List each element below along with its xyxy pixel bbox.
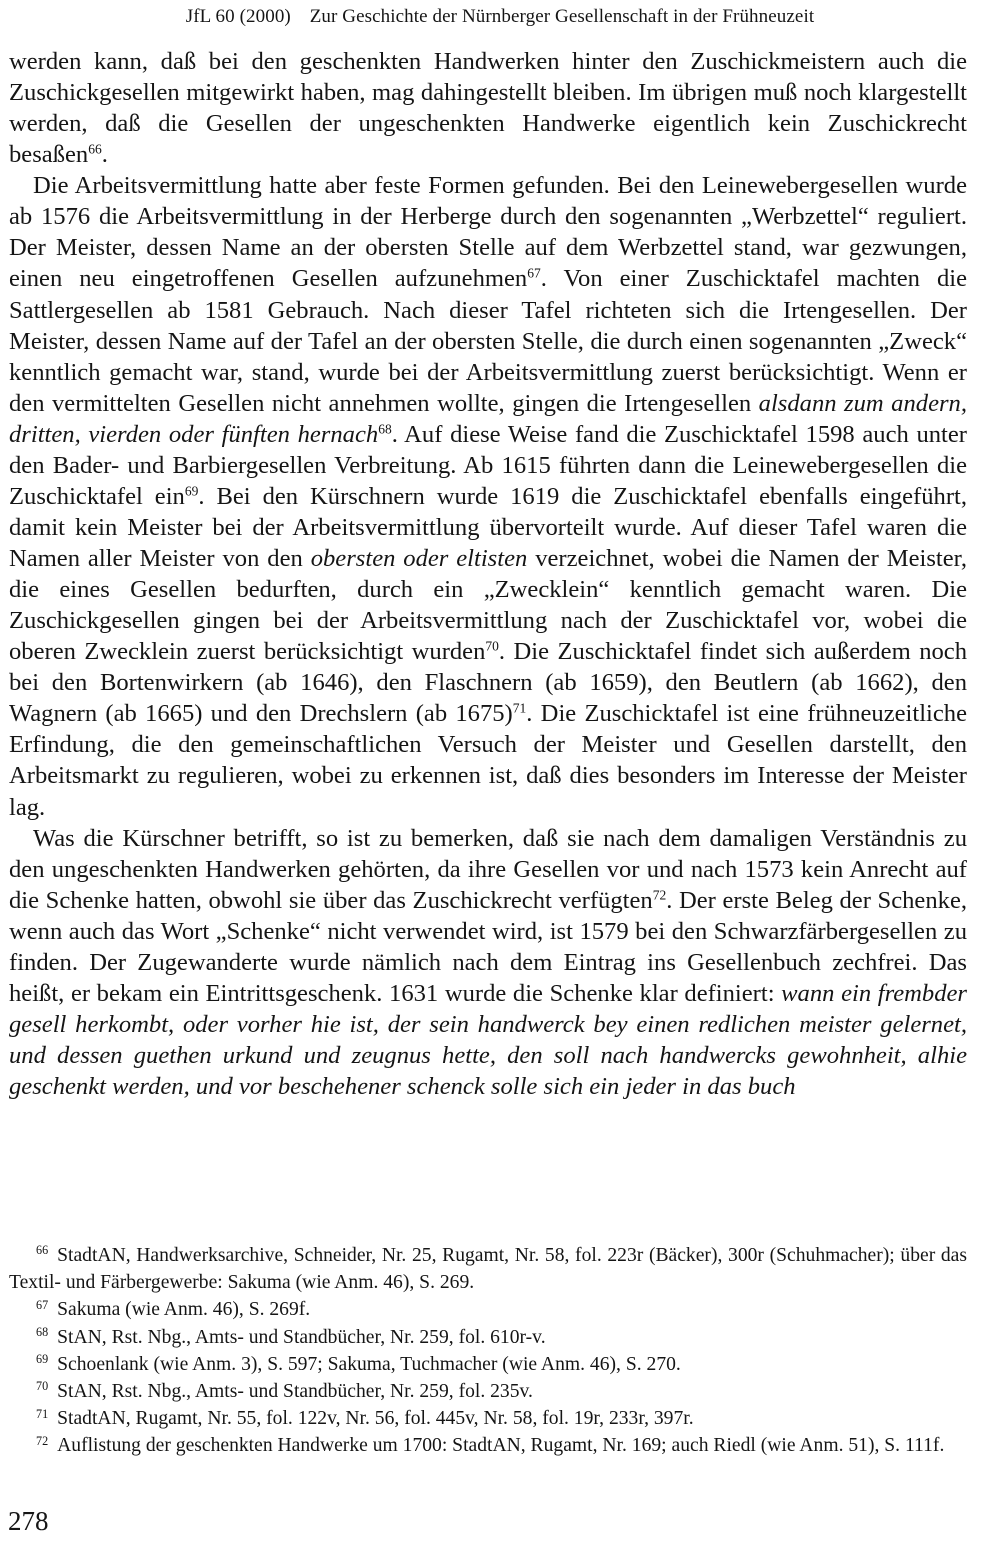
paragraph-text: . Der erste Beleg der Schenke, wenn auch das Wort „Schenke“ nicht verwendet wird, ist 1579 bei den Schwarzfärbergesellen zu finden. Der Zugewanderte wurde nämlich nach dem Eintrag ins Gesellenbuch zechfrei. Das heißt, er bekam ein Eintrittsgeschenk. 1631 wurde die Schenke klar definiert: bbox=[9, 886, 968, 1007]
footnote-number: 68 bbox=[36, 1324, 49, 1339]
quoted-source-text: alsdann zum andern, dritten, vierden oder fünften hernach bbox=[9, 389, 967, 448]
paragraph-text: . Auf diese Weise fand die Zuschicktafel 1598 auch unter den Bader- und Barbiergesellen Verbreitung. Ab 1615 führten dann die Leinewebergesellen die Zuschicktafel ein bbox=[9, 420, 967, 510]
footnote-number: 70 bbox=[36, 1379, 49, 1394]
paragraph-text: . Die Zuschicktafel findet sich außerdem noch bei den Bortenwirkern (ab 1646), den Flaschnern (ab 1659), den Beutlern (ab 1662), den Wagnern (ab 1665) und den Drechslern (ab 1675) bbox=[9, 638, 967, 728]
footnote bbox=[9, 1405, 967, 1432]
paragraph-text: . Die Zuschicktafel ist eine frühneuzeitliche Erfindung, die den gemeinschaftlichen Versuch der Meister und Gesellen darstellt, den Arbeitsmarkt zu regulieren, wobei zu erkennen ist, daß dies besonders im Interesse der Meister lag. bbox=[9, 700, 967, 821]
paragraph-text: werden kann, daß bei den geschenkten Handwerken hinter den Zuschickmeistern auch die Zuschickgesellen mitgewirkt haben, mag dahingestellt bleiben. Im übrigen muß noch klargestellt werden, daß die Gesellen der ungeschenkten Handwerke eigentlich kein Zuschickrecht besaßen bbox=[9, 48, 967, 169]
footnote-text: StadtAN, Handwerksarchive, Schneider, Nr. 25, Rugamt, Nr. 58, fol. 223r (Bäcker), 300r (Schuhmacher); über das Textil- und Färbergewerbe: Sakuma (wie Anm. 46), S. 269. bbox=[9, 1245, 967, 1294]
footnote-reference: 68 bbox=[378, 421, 392, 437]
footnote bbox=[9, 1296, 967, 1323]
footnote bbox=[9, 1432, 967, 1459]
paragraph-text: verzeichnet, wobei die Namen der Meister, die eines Gesellen bedurften, durch ein „Zwecklein“ kenntlich gemacht waren. Die Zuschickgesellen gingen bei der Arbeitsvermittlung nach der Zuschicktafel vor, wobei die oberen Zwecklein zuerst berücksichtigt wurden bbox=[9, 545, 968, 666]
quoted-source-text: obersten oder eltisten bbox=[310, 545, 528, 572]
footnote-text: StAN, Rst. Nbg., Amts- und Standbücher, Nr. 259, fol. 610r-v. bbox=[57, 1326, 546, 1348]
footnote-text: StadtAN, Rugamt, Nr. 55, fol. 122v, Nr. 56, fol. 445v, Nr. 58, fol. 19r, 233r, 397r. bbox=[57, 1408, 694, 1430]
footnote-number: 71 bbox=[36, 1406, 49, 1421]
journal-reference: JfL 60 (2000) bbox=[185, 6, 291, 27]
article-title: Zur Geschichte der Nürnberger Gesellenschaft in der Frühneuzeit bbox=[309, 6, 815, 27]
body-text bbox=[9, 46, 967, 1102]
footnote-reference: 70 bbox=[485, 638, 499, 654]
paragraph bbox=[9, 46, 967, 170]
footnote bbox=[9, 1242, 967, 1296]
footnote-reference: 71 bbox=[512, 700, 527, 716]
paragraph-text: . bbox=[101, 141, 108, 169]
footnote-text: Sakuma (wie Anm. 46), S. 269f. bbox=[57, 1299, 311, 1321]
footnote-number: 69 bbox=[36, 1352, 49, 1367]
footnote-reference: 67 bbox=[527, 266, 541, 282]
running-header bbox=[0, 6, 1000, 28]
footnote-number: 72 bbox=[36, 1433, 49, 1448]
footnote-text: Schoenlank (wie Anm. 3), S. 597; Sakuma, Tuchmacher (wie Anm. 46), S. 270. bbox=[57, 1353, 681, 1375]
footnote-number: 66 bbox=[36, 1243, 49, 1258]
footnote-reference: 66 bbox=[88, 141, 102, 157]
footnote-text: StAN, Rst. Nbg., Amts- und Standbücher, Nr. 259, fol. 235v. bbox=[57, 1381, 533, 1403]
paragraph-text: . Von einer Zuschicktafel machten die Sattlergesellen ab 1581 Gebrauch. Nach dieser Tafel richteten sich die Irtengesellen. Der Meister, dessen Name auf der Tafel an der obersten Stelle, die durch einen sogenannten „Zweck“ kenntlich gemacht war, stand, wurde bei der Arbeitsvermittlung zuerst berücksichtigt. Wenn er den vermittelten Gesellen nicht annehmen wollte, gingen die Irtengesellen bbox=[9, 265, 967, 417]
footnotes bbox=[9, 1242, 967, 1460]
paragraph-text: Die Arbeitsvermittlung hatte aber feste Formen gefunden. Bei den Leinewebergesellen wurde ab 1576 die Arbeitsvermittlung in der Herberge durch den sogenannten „Werbzettel“ reguliert. Der Meister, dessen Name an der obersten Stelle auf dem Werbzettel stand, war gezwungen, einen neu eingetroffenen Gesellen aufzunehmen bbox=[9, 172, 967, 293]
paragraph-text: Was die Kürschner betrifft, so ist zu bemerken, daß sie nach dem damaligen Verständnis zu den ungeschenkten Handwerken gehörten, da ihre Gesellen vor und nach 1573 kein Anrecht auf die Schenke hatten, obwohl sie über das Zuschickrecht verfügten bbox=[9, 824, 967, 914]
paragraph bbox=[9, 823, 967, 1103]
footnote bbox=[9, 1378, 967, 1405]
footnote-text: Auflistung der geschenkten Handwerke um 1700: StadtAN, Rugamt, Nr. 169; auch Riedl (wie Anm. 51), S. 111f. bbox=[57, 1435, 945, 1457]
footnote-reference: 72 bbox=[652, 887, 667, 903]
footnote-number: 67 bbox=[36, 1297, 49, 1312]
footnote-reference: 69 bbox=[184, 483, 199, 499]
paragraph bbox=[9, 170, 967, 822]
paragraph-text: . Bei den Kürschnern wurde 1619 die Zuschicktafel ebenfalls eingeführt, damit kein Meister bei der Arbeitsvermittlung übervorteilt wurde. Auf dieser Tafel waren die Namen aller Meister von den bbox=[9, 482, 968, 572]
quoted-source-text: wann ein frembder gesell herkombt, oder vorher hie ist, der sein handwerck bey einen redlichen meister gelernet, und dessen guethen urkund und zeugnus hette, den soll nach handwercks gewohnheit, alhie geschenkt werden, und vor beschehener schenck solle sich ein jeder in das buch bbox=[9, 979, 967, 1101]
footnote bbox=[9, 1351, 967, 1378]
page-number: 278 bbox=[8, 1506, 49, 1536]
footnote bbox=[9, 1324, 967, 1351]
